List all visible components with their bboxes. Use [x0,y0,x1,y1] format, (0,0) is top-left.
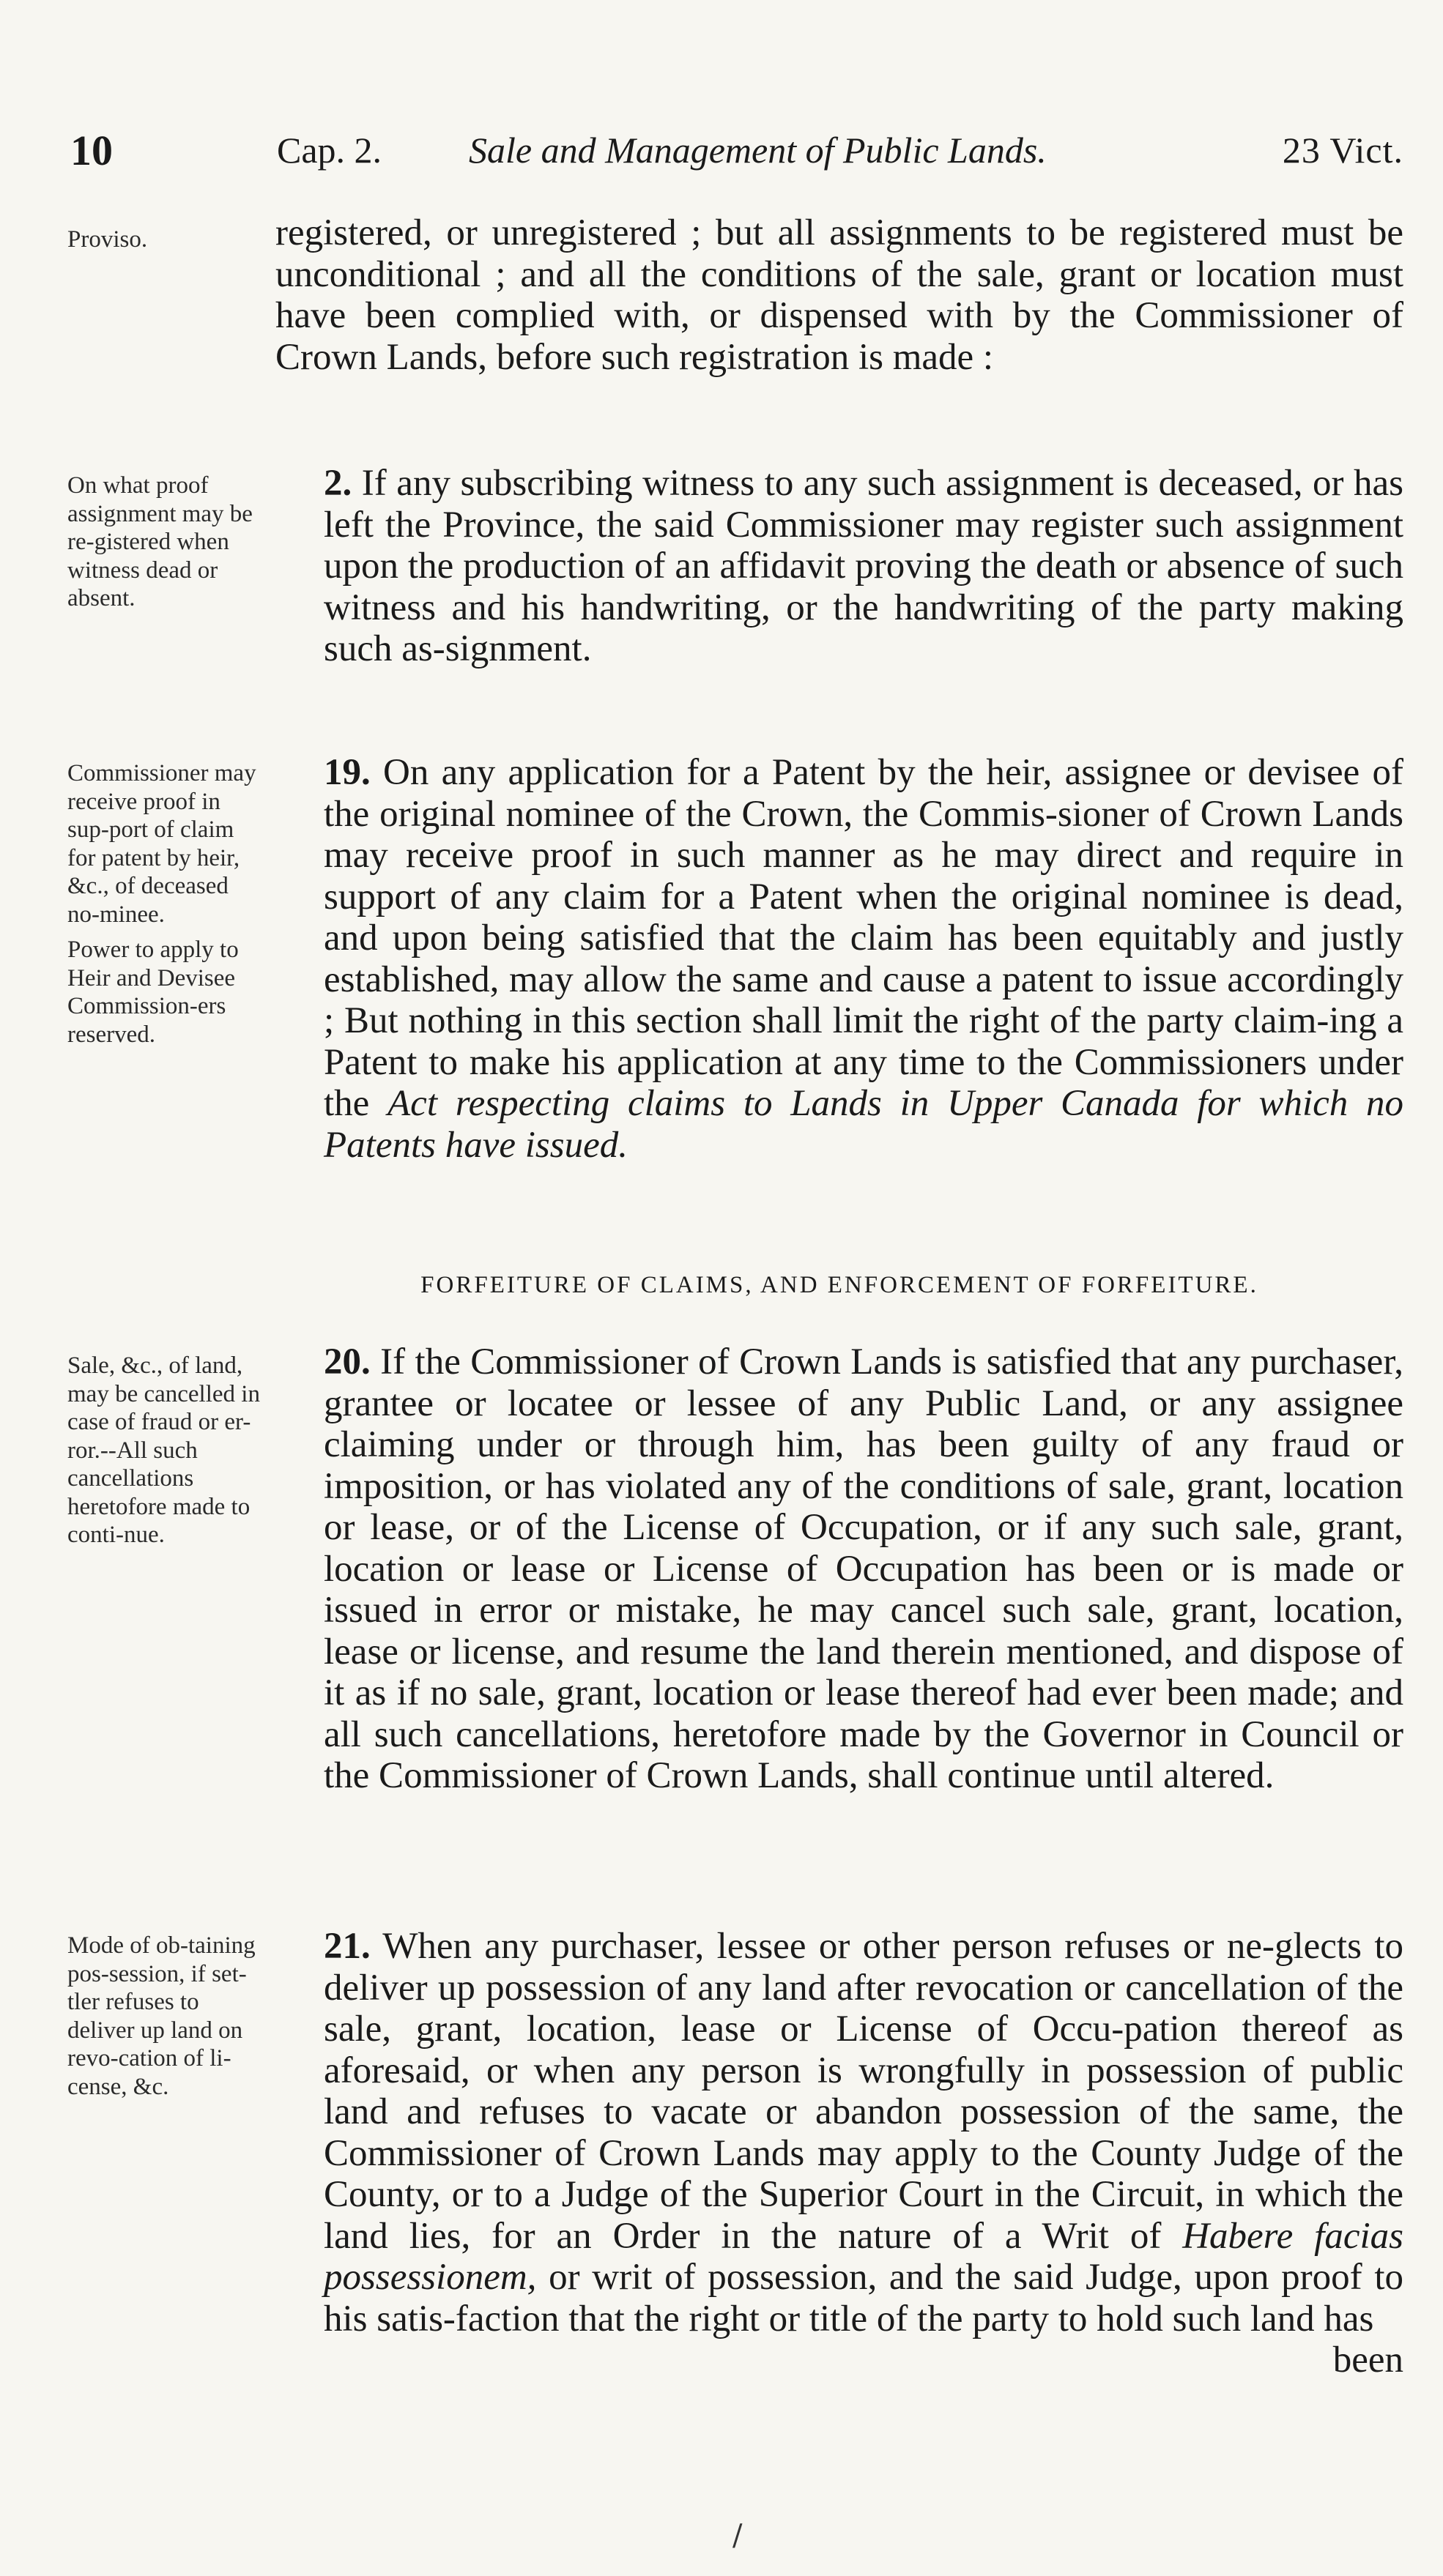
subsection-number: 2. [324,463,352,504]
paragraph-text: registered, or unregistered ; but all assignments to be registered must be unconditional ; and all the conditions of the sale, grant or location must have been complied with, or dispensed with by the Commissioner of Crown Lands, before such registration is made : [275,212,1403,378]
running-head [70,126,1403,177]
paragraph-text-continued: or writ of possession, and the said Judge, upon proof to his satis-faction that the right or title of the party to hold such land has [324,2257,1403,2339]
margin-note [67,1352,267,1557]
paragraph-text: If any subscribing witness to any such assignment is deceased, or has left the Province, the said Commissioner may register such assignment upon the production of an affidavit proving the death or absence of such witness and his handwriting, or the handwriting of the party making such as-signment. [324,463,1403,669]
page-number: 10 [70,127,113,174]
paragraph-text: If the Commissioner of Crown Lands is satisfied that any purchaser, grantee or locatee or lessee of any Public Land, or any assignee claiming under or through him, has been guilty of any fraud or imposition, or has violated any of the conditions of sale, grant, location or lease, or of the License of Occupation, or if any such sale, grant, location or lease or License of Occupation has been or is made or issued in error or mistake, he may cancel such sale, grant, location, lease or license, and resume the land therein mentioned, and dispose of it as if no sale, grant, location or lease thereof had ever been made; and all such cancellations, heretofore made by the Governor in Council or the Commissioner of Crown Lands, shall continue until altered. [324,1341,1404,1796]
section-number: 21. [324,1926,371,1967]
margin-note-text: Commissioner may receive proof in sup-port of claim for patent by heir, &c., of deceased no-minee. [67,760,256,928]
writ-name: Habere facias possessionem, [324,2215,1403,2298]
margin-note-text: On what proof assignment may be re-gistered when witness dead or absent. [67,472,253,611]
section-body [275,1926,1403,2381]
running-title: Sale and Management of Public Lands. [469,130,1047,171]
footer-mark: / [732,2519,743,2553]
margin-note [67,226,267,261]
paragraph [275,463,1403,670]
margin-note-text: Power to apply to Heir and Devisee Commission-ers reserved. [67,937,239,1048]
catchword: been [1332,2339,1403,2380]
paragraph [275,1926,1403,2339]
section-body [275,752,1403,1166]
margin-note [67,1932,267,2108]
paragraph [275,752,1403,1166]
margin-note [67,472,267,620]
section-body [275,1341,1403,1797]
chapter-label: Cap. 2. [277,130,382,171]
section-heading: FORFEITURE OF CLAIMS, AND ENFORCEMENT OF FORFEITURE. [420,1272,1258,1298]
regnal-year: 23 Vict. [1282,130,1403,171]
section-number: 19. [324,752,371,793]
margin-note-text: Sale, &c., of land, may be cancelled in case of fraud or er-ror.--All such cancellations heretofore made to conti-nue. [67,1352,260,1548]
paragraph-text: When any purchaser, lessee or other person refuses or ne-glects to deliver up possession of any land after revocation or cancellation of the sale, grant, location, lease or License of Occu-pation thereof as aforesaid, or when any person is wrongfully in possession of public land and refuses to vacate or abandon possession of the same, the Commissioner of Crown Lands may apply to the County Judge of the County, or to a Judge of the Superior Court in the Circuit, in which the land lies, for an Order in the nature of a Writ of [324,1926,1403,2257]
section-body [275,212,1403,378]
paragraph [275,1341,1403,1797]
margin-note [67,759,267,1056]
margin-note-text: Mode of ob-taining pos-session, if set-tler refuses to deliver up land on revo-cation of li-cense, &c. [67,1932,256,2100]
act-title: Act respecting claims to Lands in Upper Canada for which no Patents have issued. [324,1083,1403,1166]
section-number: 20. [324,1341,371,1382]
margin-note-text: Proviso. [67,226,148,253]
section-body [275,463,1403,670]
paragraph-text: On any application for a Patent by the heir, assignee or devisee of the original nominee of the Crown, the Commis-sioner of Crown Lands may receive proof in such manner as he may direct and require in support of any claim for a Patent when the original nominee is dead, and upon being satisfied that the claim has been equitably and justly established, may allow the same and cause a patent to issue accordingly ; But nothing in this section shall limit the right of the party claim-ing a Patent to make his application at any time to the Commissioners under the [324,752,1403,1124]
